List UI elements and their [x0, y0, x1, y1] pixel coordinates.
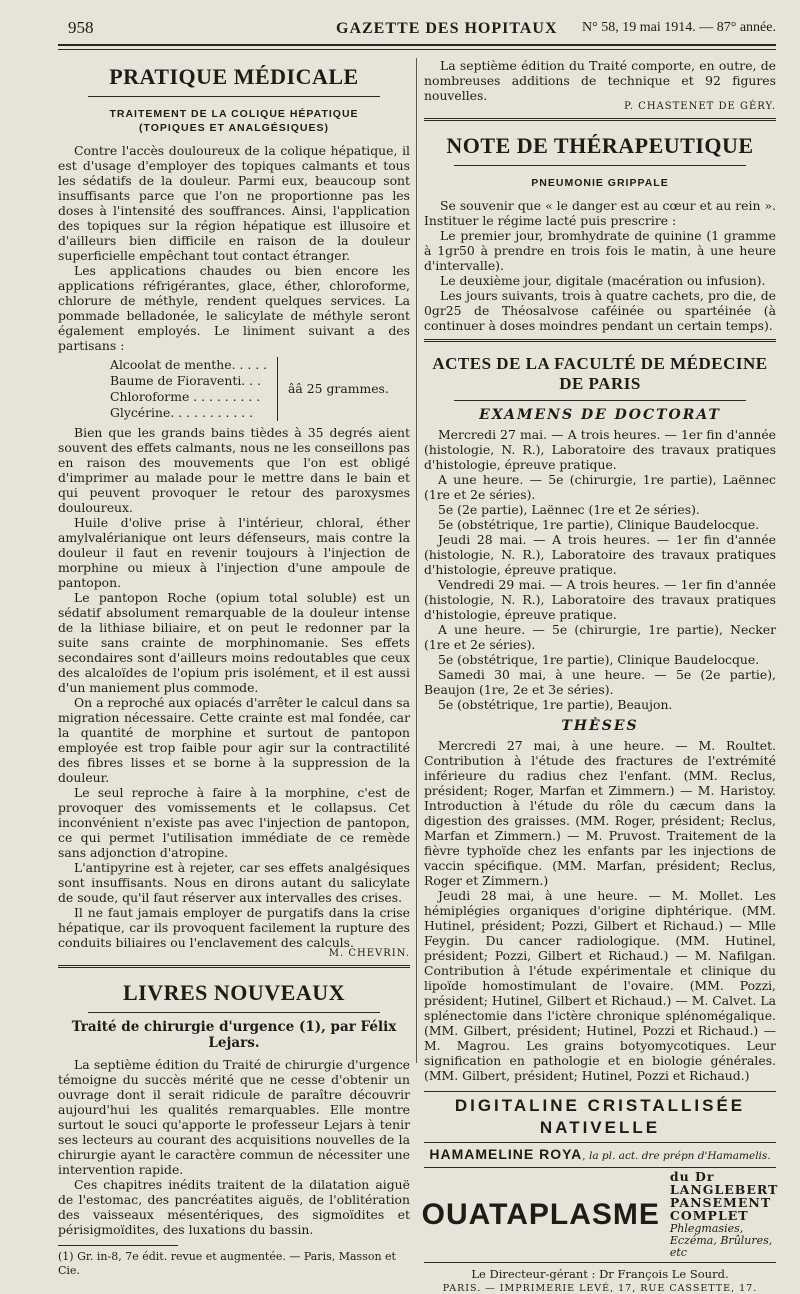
author-signature: P. CHASTENET DE GÉRY. [624, 101, 776, 112]
advertisements [421, 1091, 779, 1294]
formula-item: Baume de Fioraventi. . . [110, 373, 261, 388]
column-separator [416, 58, 417, 1063]
footnote-rule [58, 1245, 178, 1246]
book-title: Traité de chirurgie d'urgence (1), par Félix Lejars. [71, 1019, 397, 1051]
paragraph: On a reproché aux opiacés d'arrêter le calcul dans sa migration nécessaire. Cette crainte est mal fondée, car la quantité de morphine et surtout de pantopon employée est trop faible pour agir sur la contractilité des fibres lisses et se borne à la suppression de la douleur. [58, 695, 410, 785]
printer-line: PARIS. — IMPRIMERIE LEVÉ, 17, RUE CASSETTE, 17. [442, 1283, 758, 1294]
section-divider [424, 339, 776, 342]
section-divider [424, 118, 776, 121]
formula-quantity: ââ 25 grammes. [288, 381, 389, 396]
title-rule [454, 400, 746, 401]
issue-info: N° 58, 19 mai 1914. — 87° année. [582, 20, 776, 35]
section-title-actes: ACTES DE LA FACULTÉ DE MÉDECINE DE PARIS [432, 354, 768, 393]
left-column [58, 58, 410, 1277]
exam-entry: 5e (2e partie), Laënnec (1re et 2e séries). [438, 502, 700, 517]
liniment-formula [110, 357, 389, 421]
exam-entry: Jeudi 28 mai. — A trois heures. — 1er fin d'année (histologie, N. R.), Laboratoire des travaux pratiques d'histologie, épreuve pratique. [424, 532, 776, 577]
note-heading: PNEUMONIE GRIPPALE [531, 177, 669, 189]
exam-entry: 5e (obstétrique, 1re partie), Clinique Baudelocque. [438, 517, 760, 532]
ad-hamameline-text: la pl. act. dre prépn d'Hamamelis. [588, 1150, 771, 1162]
paragraph: Ces chapitres inédits traitent de la dilatation aiguë de l'estomac, des pancréatites aiguës, de l'oblitération des vaisseaux mésentériques, des sigmoïdites et périsigmoïdites, des luxations du bassin. [58, 1177, 410, 1237]
paragraph: Se souvenir que « le danger est au cœur et au rein ». Instituer le régime lacté puis prescrire : [424, 198, 776, 228]
examens-heading: EXAMENS DE DOCTORAT [479, 407, 721, 423]
article-heading [58, 107, 410, 135]
paragraph: Bien que les grands bains tièdes à 35 degrés aient souvent des effets calmants, nous ne les conseillons pas en raison des mouvements que l'on est obligé d'imprimer au malade pour le mettre dans le bain et qui peuvent provoquer le retour des paroxysmes douloureux. [58, 425, 410, 515]
formula-item: Alcoolat de menthe. . . . . [110, 357, 268, 372]
paragraph: Le seul reproche à faire à la morphine, c'est de provoquer des vomissements et le collapsus. Cet inconvénient n'existe pas avec l'injection de pantopon, ce qui permet l'utilisation immédiate de ce remède sans adjonction d'atropine. [58, 785, 410, 860]
formula-brace [267, 357, 278, 421]
section-divider [58, 965, 410, 968]
title-rule [454, 165, 746, 166]
theses-heading: THÈSES [561, 718, 639, 734]
exam-entry: Vendredi 29 mai. — A trois heures. — 1er fin d'année (histologie, N. R.), Laboratoire des travaux pratiques d'histologie, épreuve pratique. [424, 577, 776, 622]
title-rule [88, 96, 380, 97]
ad-ouataplasme-details [670, 1171, 778, 1259]
title-rule [88, 1012, 380, 1013]
right-column [421, 58, 779, 1294]
journal-title: GAZETTE DES HOPITAUX [336, 20, 558, 37]
thesis-entry: Jeudi 28 mai, à une heure. — M. Mollet. Les hémiplégies organiques d'origine diphtérique. (MM. Hutinel, président; Pozzi, Gilbert et Richaud.) — Mlle Feygin. Du cancer radiologique. (MM. Hutinel, président; Pozzi, Gilbert et Richaud.) — M. Nafilgan. Contribution à l'étude expérimentale et clinique du lipoïde homostimulant de l'ovaire. (MM. Pozzi, président; Hutinel, Gilbert et Richaud.) — M. Calvet. La splénectomie dans l'ictère chronique splénomégalique. (MM. Gilbert, président; Hutinel, Pozzi et Richaud.) — M. Magrou. Les grains botyomycotiques. Leur signification en pathologie et en biologie générales. (MM. Gilbert, président; Hutinel, Pozzi et Richaud.) [424, 888, 776, 1083]
ad-ouataplasme [421, 1169, 779, 1259]
paragraph: Le pantopon Roche (opium total soluble) est un sédatif absolument remarquable de la douleur intense de la lithiase biliaire, et on peut le redonner par la suite sans crainte de morphinomanie. Ses effets secondaires sont d'ailleurs moins redoutables que ceux des alcaloïdes de l'opium pris isolément, et il est aussi d'un maniement plus commode. [58, 590, 410, 695]
ad-ouataplasme-name: OUATAPLASME [421, 1198, 660, 1231]
director-line: Le Directeur-gérant : Dr François Le Sourd. [471, 1267, 729, 1281]
exam-entry: A une heure. — 5e (chirurgie, 1re partie), Laënnec (1re et 2e séries). [424, 472, 776, 502]
article-heading-line2: (TOPIQUES ET ANALGÉSIQUES) [139, 122, 329, 134]
paragraph: La septième édition du Traité comporte, en outre, de nombreuses additions de technique et 92 figures nouvelles. [424, 58, 776, 103]
page-header [58, 18, 776, 40]
author-signature: M. CHEVRIN. [328, 948, 410, 959]
thesis-entry: Mercredi 27 mai, à une heure. — M. Roultet. Contribution à l'étude des fractures de l'extrémité inférieure du radius chez l'enfant. (MM. Reclus, président; Roger, Marfan et Zimmern.) — M. Haristoy. Introduction à l'étude du rôle du cæcum dans la digestion des graisses. (MM. Roger, président; Reclus, Marfan et Zimmern.) — M. Pruvost. Traitement de la fièvre typhoïde chez les enfants par les injections de vaccin spécifique. (MM. Marfan, président; Reclus, Roger et Zimmern.) [424, 738, 776, 888]
paragraph: Le deuxième jour, digitale (macération ou infusion). [440, 273, 766, 288]
section-title-pratique: PRATIQUE MÉDICALE [109, 64, 359, 89]
exam-entry: Mercredi 27 mai. — A trois heures. — 1er fin d'année (histologie, N. R.), Laboratoire des travaux pratiques d'histologie, épreuve pratique. [424, 427, 776, 472]
formula-item: Chloroforme . . . . . . . . . [110, 389, 261, 404]
exam-entry: 5e (obstétrique, 1re partie), Beaujon. [438, 697, 673, 712]
paragraph: Huile d'olive prise à l'intérieur, chloral, éther amylvalérianique ont leurs défenseurs, mais contre la douleur il faut en revenir toujours à l'injection de morphine ou mieux à l'injection d'une ampoule de pantopon. [58, 515, 410, 590]
ad-hamameline-name: HAMAMELINE ROYA [429, 1146, 583, 1162]
ad-digitaline: DIGITALINE CRISTALLISÉE NATIVELLE [454, 1096, 746, 1137]
ad-line: PANSEMENT COMPLET [669, 1195, 772, 1223]
exam-entry: Samedi 30 mai, à une heure. — 5e (2e partie), Beaujon (1re, 2e et 3e séries). [424, 667, 776, 697]
ad-line: du Dr LANGLEBERT [669, 1169, 779, 1197]
section-title-note: NOTE DE THÉRAPEUTIQUE [446, 133, 754, 158]
paragraph: Contre l'accès douloureux de la colique hépatique, il est d'usage d'employer des topiques calmants et tous les sédatifs de la douleur. Parmi eux, beaucoup sont insuffisants parce que l'on ne proportionne pas les doses à l'intensité des souffrances. Ainsi, l'application des topiques sur la région hépatique est illusoire et d'ailleurs bien difficile en raison de la douleur superficielle empêchant tout contact étranger. [58, 143, 410, 263]
exam-entry: 5e (obstétrique, 1re partie), Clinique Baudelocque. [438, 652, 760, 667]
paragraph: Les applications chaudes ou bien encore les applications réfrigérantes, glace, éther, chloroforme, chlorure de méthyle, rendent quelques services. La pommade belladonée, le salicylate de méthyle seront également employés. Le liniment suivant a des partisans : [58, 263, 410, 353]
ad-hamameline: HAMAMELINE ROYA, la pl. act. dre prépn d'Hamamelis. [429, 1146, 771, 1162]
paragraph: Les jours suivants, trois à quatre cachets, pro die, de 0gr25 de Théosalvose caféinée ou spartéinée (à continuer à doses moindres pendant un certain temps). [424, 288, 776, 333]
paragraph: L'antipyrine est à rejeter, car ses effets analgésiques sont insuffisants. Nous en dirons autant du salicylate de soude, qu'il faut réserver aux intervalles des crises. [58, 860, 410, 905]
section-title-livres: LIVRES NOUVEAUX [122, 980, 346, 1005]
footnote: (1) Gr. in-8, 7e édit. revue et augmentée. — Paris, Masson et Cie. [58, 1250, 396, 1277]
paragraph: Le premier jour, bromhydrate de quinine (1 gramme à 1gr50 à prendre en trois fois le matin, à une heure d'intervalle). [424, 228, 776, 273]
formula-item: Glycérine. . . . . . . . . . . [110, 405, 254, 420]
header-rule [58, 44, 776, 46]
paragraph: Il ne faut jamais employer de purgatifs dans la crise hépatique, car ils provoquent facilement la rupture des conduits biliaires ou l'enclavement des calculs. [58, 905, 410, 950]
ad-line: Phlegmasies, Eczéma, Brûlures, etc [669, 1222, 773, 1259]
article-heading-line1: TRAITEMENT DE LA COLIQUE HÉPATIQUE [109, 108, 359, 120]
paragraph: La septième édition du Traité de chirurgie d'urgence témoigne du succès mérité que ne cesse d'obtenir un ouvrage dont il serait ridicule de paraître découvrir aujourd'hui les qualités remarquables. Elle montre surtout le souci qu'apporte le professeur Lejars à tenir ses lecteurs au courant des acquisitions nouvelles de la chirurgie ayant le caractère commun de nécessiter une intervention rapide. [58, 1057, 410, 1177]
exam-entry: A une heure. — 5e (chirurgie, 1re partie), Necker (1re et 2e séries). [424, 622, 776, 652]
header-rule-thin [58, 49, 776, 50]
page-number: 958 [68, 18, 94, 37]
